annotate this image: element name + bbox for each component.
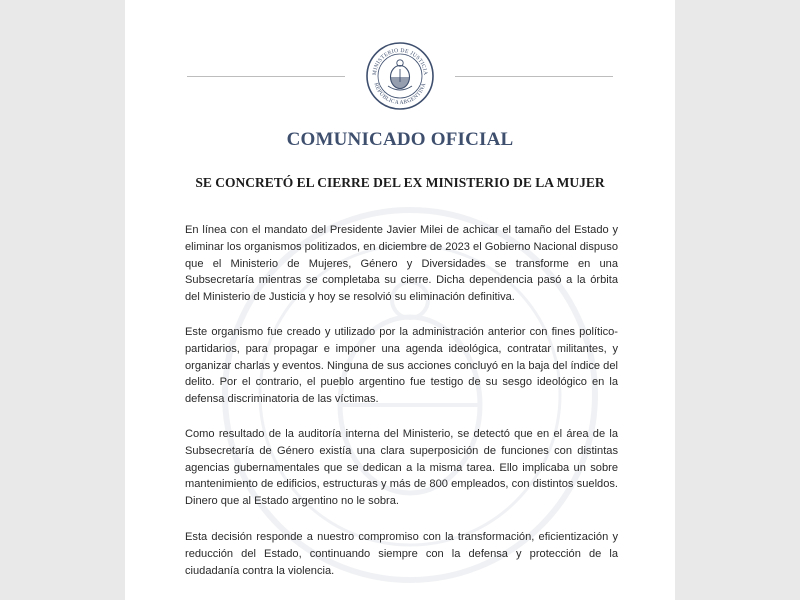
- seal-top-text: MINISTERIO DE JUSTICIA: [371, 47, 429, 76]
- paragraph-4: Esta decisión responde a nuestro compromiso con la transformación, eficientización y reducción del Estado, continuando siempre con la defensa y protección de la ciudadanía contra la violencia.: [185, 531, 618, 577]
- ministry-seal: [366, 42, 434, 110]
- paragraph-3: Como resultado de la auditoría interna del Ministerio, se detectó que en el área de la Subsecretaría de Género existía una clara superposición de funciones con distintas agencias gubernamentales que se dedican a la misma tarea. Ello implicaba un sobre mantenimiento de edificios, estructuras y más de 800 empleados, con distintos sueldos. Dinero que al Estado argentino no le sobra.: [185, 428, 618, 508]
- header-divider-left: [187, 76, 345, 77]
- paragraph-2: Este organismo fue creado y utilizado por la administración anterior con fines político-partidarios, para propagar e imponer una agenda ideológica, contratar militantes, y organizar charlas y eventos. Ninguna de sus acciones concluyó en la baja del índice del delito. Por el contrario, el pueblo argentino fue testigo de su sesgo ideológico en la defensa discriminatoria de las víctimas.: [185, 326, 618, 406]
- seal-bottom-text: REPÚBLICA ARGENTINA: [372, 82, 428, 107]
- document-page: [125, 0, 675, 600]
- document-subtitle: SE CONCRETÓ EL CIERRE DEL EX MINISTERIO DE LA MUJER: [195, 175, 605, 190]
- document-title: COMUNICADO OFICIAL: [286, 129, 514, 150]
- header-divider-right: [455, 76, 613, 77]
- coat-of-arms-icon: [388, 60, 412, 90]
- paragraph-1: En línea con el mandato del Presidente Javier Milei de achicar el tamaño del Estado y eliminar los organismos politizados, en diciembre de 2023 el Gobierno Nacional dispuso que el Ministerio de Mujeres, Género y Diversidades se transforme en una Subsecretaría mientras se completaba su cierre. Dicha dependencia pasó a la órbita del Ministerio de Justicia y hoy se resolvió su eliminación definitiva.: [185, 224, 618, 304]
